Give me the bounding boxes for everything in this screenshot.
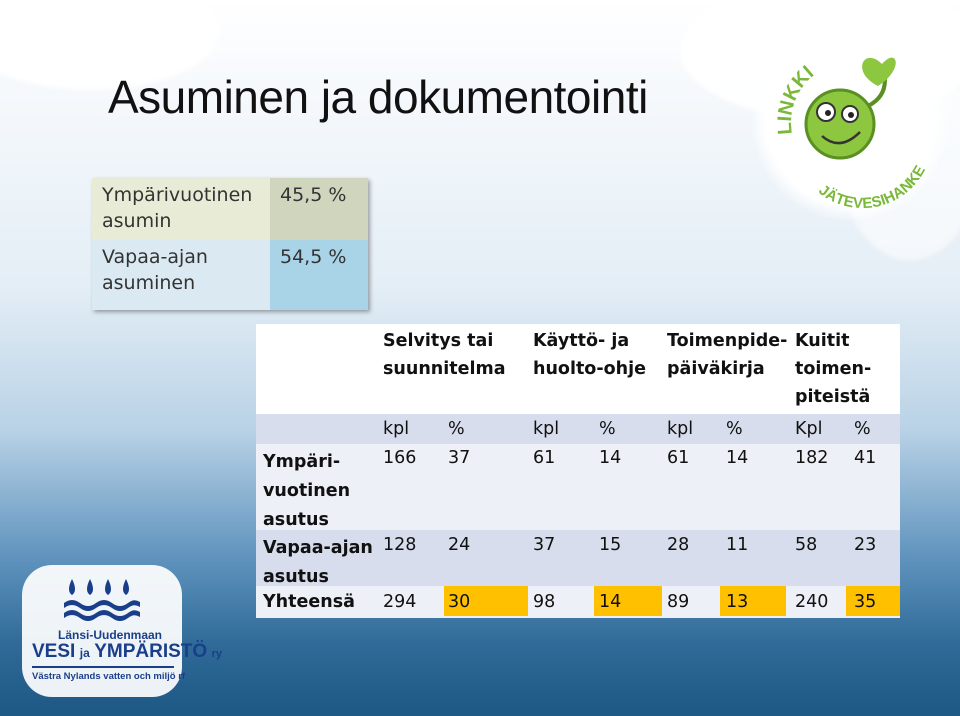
column-header-line: Käyttö- ja [533,331,630,351]
table-cell: 14 [726,448,749,468]
table-cell: 14 [599,448,622,468]
table-cell: 14 [599,592,622,612]
subheader-cell: % [854,419,871,439]
table-cell: 240 [795,592,829,612]
table-cell: 61 [533,448,556,468]
subheader-cell: % [599,419,616,439]
subheader-cell: % [448,419,465,439]
lvy-logo-word: YMPÄRISTÖ [94,641,208,662]
table-cell: 89 [667,592,690,612]
table-cell: 182 [795,448,829,468]
lvy-logo-line3: Västra Nylands vatten och miljö rf [32,671,186,682]
slide-title: Asuminen ja dokumentointi [108,71,648,123]
subheader-cell: Kpl [795,419,823,439]
column-header-line: toimen- [795,359,872,379]
table-cell: 11 [726,535,749,555]
table-cell: 23 [854,535,877,555]
column-header-line: Selvitys tai [383,331,494,351]
column-header [533,331,646,379]
column-header-line: Toimenpide- [667,331,788,351]
column-header-line: Kuitit [795,331,850,351]
linkki-logo-word: LINKKI [773,61,819,136]
subheader-cell: kpl [383,419,410,439]
table-cell: 98 [533,592,556,612]
table-cell: 24 [448,535,471,555]
lvy-logo [22,565,223,697]
row-label [263,448,350,535]
column-header-line: piteistä [795,387,871,407]
lvy-logo-line2 [32,641,222,663]
table-cell: 58 [795,535,818,555]
table-cell: 28 [667,535,690,555]
table-cell: 15 [599,535,622,555]
row-label: Yhteensä [263,592,355,612]
row-label [263,534,373,592]
table-cell: 41 [854,448,877,468]
row-label-line: asutus [263,510,329,530]
column-header [795,331,871,407]
column-header [667,331,787,379]
column-header-line: päiväkirja [667,359,765,379]
table-cell: 37 [448,448,471,468]
table-cell: 30 [448,592,471,612]
subheader-cell: kpl [667,419,694,439]
lvy-logo-word: ja [79,646,90,660]
lvy-logo-line1: Länsi-Uudenmaan [58,628,163,642]
table-cell: 166 [383,448,417,468]
column-header-line: suunnitelma [383,359,506,379]
column-header-line: huolto-ohje [533,359,646,379]
water-drops-icon [62,575,142,625]
row-label-line: Vapaa-ajan [263,538,373,558]
stats-row-value: 54,5 % [270,240,368,310]
lvy-logo-rule [32,666,174,668]
lvy-logo-word: ry [211,648,223,660]
row-label-line: Ympäri- [263,452,341,472]
lvy-logo-word: VESI [32,641,76,662]
table-cell: 37 [533,535,556,555]
table-cell: 61 [667,448,690,468]
stats-row-value: 45,5 % [270,178,368,240]
table-cell: 294 [383,592,417,612]
stats-label-line: asumin [102,210,172,232]
table-cell: 13 [726,592,749,612]
stats-label-line: asuminen [102,272,196,294]
stats-label-line: Vapaa-ajan [102,246,208,268]
subheader-cell: % [726,419,743,439]
row-label-line: asutus [263,567,329,587]
stats-label-line: Ympärivuotinen [102,184,253,206]
column-header [383,331,506,379]
subheader-cell: kpl [533,419,560,439]
row-label-line: vuotinen [263,481,351,501]
jatevesihanke-logo-word: JÄTEVESIHANKE [815,162,929,213]
table-cell: 128 [383,535,417,555]
table-cell: 35 [854,592,877,612]
